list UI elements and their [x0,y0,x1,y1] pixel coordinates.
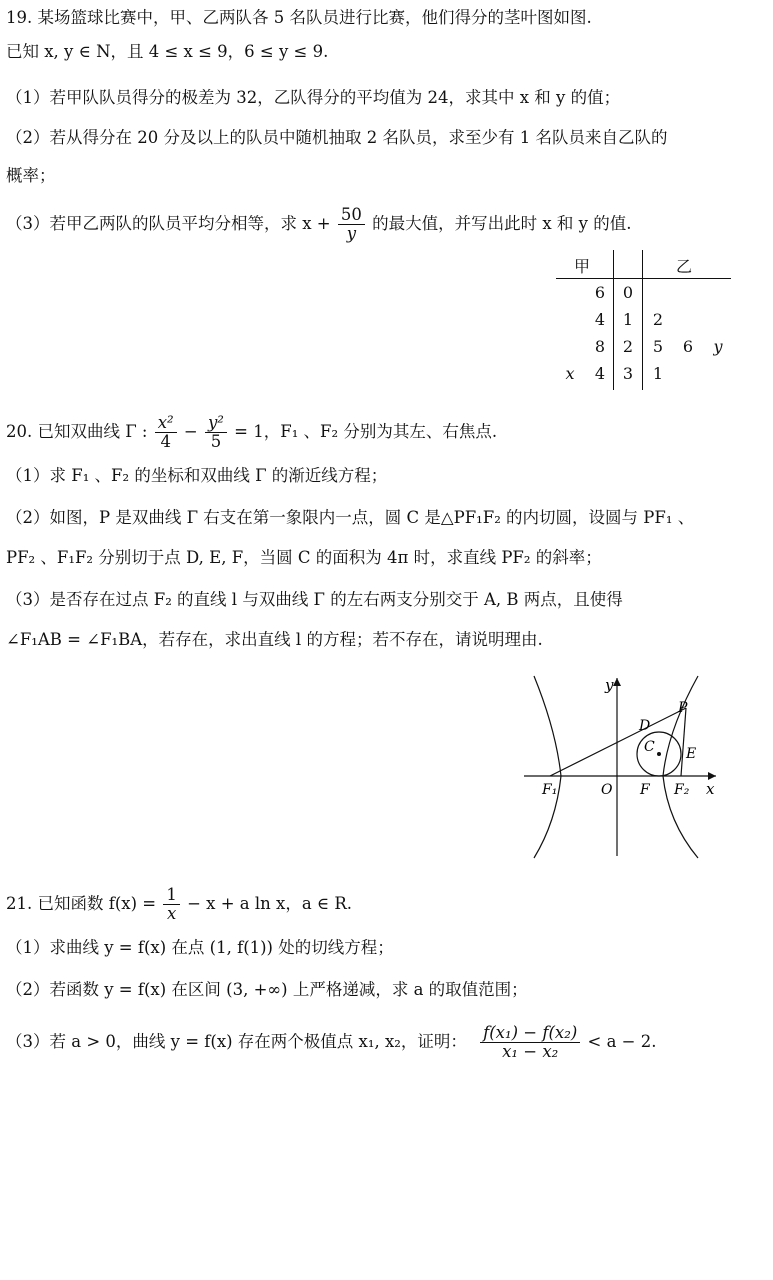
leaf-right: 2 [652,310,664,329]
y-axis-arrow [613,678,621,686]
stem-value: 0 [622,283,634,302]
header-divider [556,278,731,279]
fraction-50-over-y [338,206,365,243]
q20-part1: （1）求 F₁ 、F₂ 的坐标和双曲线 Γ 的渐近线方程； [6,466,388,485]
leaf-left: 6 [594,283,606,302]
stem-value: 1 [622,310,634,329]
label-P: P [678,700,688,716]
fraction-difference-quotient [480,1024,580,1061]
team-yi-header: 乙 [676,257,693,276]
q19-part3-text-b: 的最大值，并写出此时 x 和 y 的值. [372,214,632,233]
hyperbola-figure [520,670,720,860]
label-F2: F₂ [674,782,690,798]
q21-text-a: 21. 已知函数 f(x) = [6,894,157,913]
fraction-numerator: f(x₁) − f(x₂) [480,1024,580,1043]
q21-line1 [6,886,352,923]
q21-part3-text-a: （3）若 a > 0，曲线 y = f(x) 存在两个极值点 x₁, x₂，证明： [6,1032,467,1051]
fraction-denominator: 4 [160,432,171,451]
q20-part3: （3）是否存在过点 F₂ 的直线 l 与双曲线 Γ 的左右两支分别交于 A, B 两点，且使得 [6,590,623,609]
stem-leaf-plot [556,250,731,390]
q20-part3-cont: ∠F₁AB = ∠F₁BA，若存在，求出直线 l 的方程；若不存在，请说明理由. [6,630,543,649]
label-F1: F₁ [542,782,558,798]
fraction-y2-over-5 [205,414,227,451]
q21-text-b: − x + a ln x，a ∈ R. [187,894,353,913]
x-axis-arrow [708,772,716,780]
q19-part3-text-a: （3）若甲乙两队的队员平均分相等，求 x + [6,214,331,233]
q20-part2: （2）如图，P 是双曲线 Γ 右支在第一象限内一点，圆 C 是△PF₁F₂ 的内切圆，设圆与 PF₁ 、 [6,508,695,527]
fraction-denominator: x₁ − x₂ [502,1042,559,1061]
fraction-numerator: y² [205,414,227,433]
stem-right-divider [642,250,643,390]
fraction-numerator: 50 [338,206,365,225]
q21-part3 [6,1024,656,1061]
q20-line1 [6,414,497,451]
leaf-left: 4 [594,310,606,329]
hyperbola-left-branch [534,676,561,858]
fraction-x2-over-4 [155,414,177,451]
label-y: y [605,676,614,694]
q19-line1: 19. 某场篮球比赛中，甲、乙两队各 5 名队员进行比赛，他们得分的茎叶图如图. [6,8,592,27]
q19-line2: 已知 x, y ∈ N，且 4 ≤ x ≤ 9，6 ≤ y ≤ 9. [6,42,329,61]
fraction-1-over-x [163,886,180,923]
leaf-right: y [713,337,723,356]
q20-part2-cont: PF₂ 、F₁F₂ 分别切于点 D, E, F，当圆 C 的面积为 4π 时，求直线 PF₂ 的斜率； [6,548,602,567]
minus-sign: − [183,422,198,441]
label-F: F [640,782,650,798]
segment-PF2 [681,708,686,776]
q19-part2-cont: 概率； [6,166,56,185]
q19-part3 [6,206,631,243]
q20-text-a: 20. 已知双曲线 Γ : [6,422,148,441]
fraction-denominator: y [346,224,357,243]
label-O: O [601,782,613,798]
stem-value: 2 [622,337,634,356]
leaf-right: 5 [652,337,664,356]
fraction-denominator: x [166,904,177,923]
q19-part2: （2）若从得分在 20 分及以上的队员中随机抽取 2 名队员，求至少有 1 名队员来自乙队的 [6,128,668,147]
fraction-numerator: 1 [163,886,180,905]
fraction-numerator: x² [155,414,177,433]
leaf-left: 4 [594,364,606,383]
segment-PF1 [550,708,686,776]
label-C: C [644,739,655,755]
label-x: x [706,780,715,798]
leaf-left: 8 [594,337,606,356]
stem-value: 3 [622,364,634,383]
label-D: D [639,718,651,734]
leaf-right: 1 [652,364,664,383]
q21-part2: （2）若函数 y = f(x) 在区间 (3, +∞) 上严格递减，求 a 的取值范围； [6,980,528,999]
label-E: E [686,746,697,762]
q21-part1: （1）求曲线 y = f(x) 在点 (1, f(1)) 处的切线方程； [6,938,394,957]
center-dot [657,752,661,756]
q21-part3-text-b: < a − 2. [587,1032,657,1051]
fraction-denominator: 5 [210,432,222,451]
leaf-left: x [565,364,575,383]
q19-part1: （1）若甲队队员得分的极差为 32，乙队得分的平均值为 24，求其中 x 和 y 的值； [6,88,621,107]
q20-text-b: = 1，F₁ 、F₂ 分别为其左、右焦点. [234,422,498,441]
stem-left-divider [613,250,614,390]
team-jia-header: 甲 [574,257,591,276]
leaf-right: 6 [682,337,694,356]
